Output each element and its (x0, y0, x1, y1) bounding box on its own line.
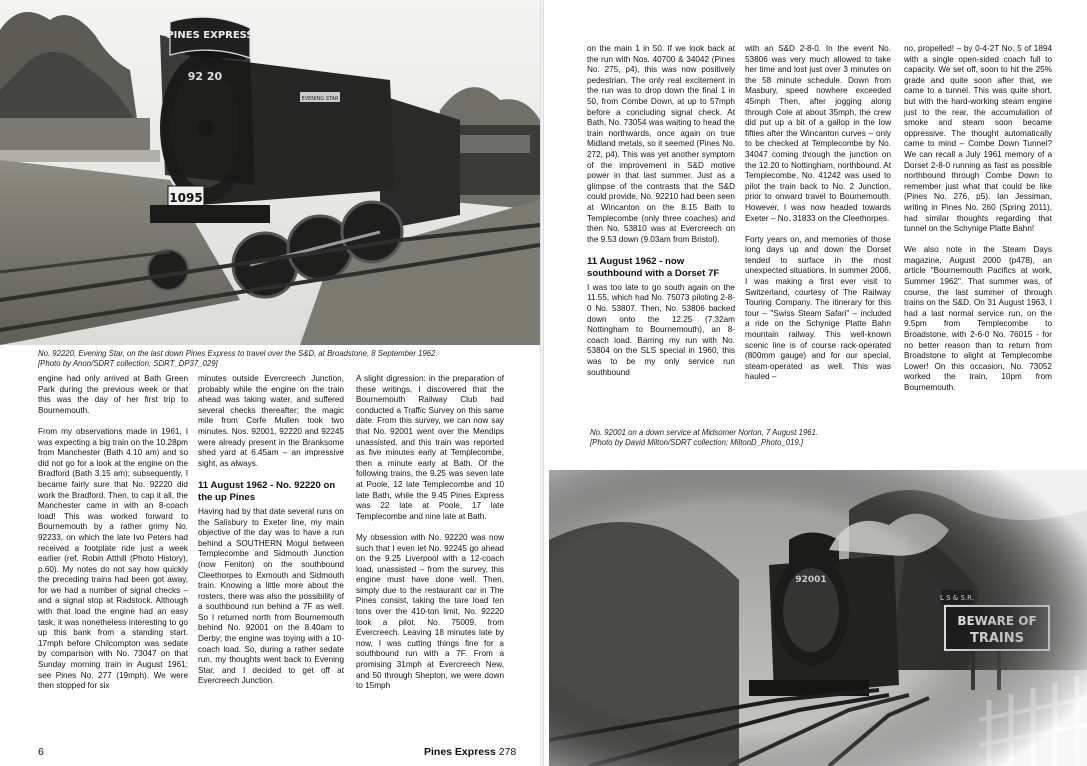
left-caption-line-2: [Photo by Anon/SDRT collection; SDRT_DP37_029] (38, 359, 218, 368)
left-page (0, 0, 540, 766)
col3-paragraph-1: A slight digression: in the preparation of these writings, I discovered that the Bournemouth Railway Club had conducted a Traffic Survey on this same date. From this survey, we can now say that No. 92001 went over the Mendips unassisted, and this train was reported as five minutes early at Templecombe, then a minute early at Bath. Of the following trains, the 9.25 was seven late at Poole, 12 late Templecombe and 10 late Bath, while the 9.45 Pines Express was 22 late at Poole, 17 late Templecombe and nine late at Bath. (356, 374, 504, 521)
left-footer-title: Pines Express (424, 746, 496, 758)
left-photo-caption (38, 349, 538, 369)
left-footer-issue: 278 (498, 746, 517, 758)
photo-92001-midsomer-norton (549, 470, 1087, 766)
left-column-3 (356, 374, 504, 692)
headboard-text: PINES EXPRESS (166, 30, 254, 41)
col4-paragraph-1: on the main 1 in 50. If we look back at the run with Nos. 40700 & 34042 (Pines No. 275, p4), this was now positively pedestrian. The only real excitement in the run was to drop down the final 1 in 50, from Combe Down, at up to 57mph before a concluding signal check. At Bath, No. 73054 was waiting to head the train northwards, once again on true Midland metals, so it seemed (Pines No. 272, p4). This was yet another symptom of the improvement in S&D motive power in that last summer. Just as a glimpse of the contrasts that the S&D could provide, No. 92210 had been seen at Wincanton on the 8.15 Bath to Templecombe (only three coaches) and then No. 53810 was at Evercreech on the 9.53 down (9.03am from Bristol). (587, 44, 735, 244)
col3-paragraph-2: My obsession with No. 92220 was now such that I even let No. 92245 go ahead on the 9.25 Liverpool with a 12-coach load, unassisted – from the survey, this engine must have done well. Then, simply due to the restaurant car in The Pines consist, taking the tare load ten tons over the 410-ton limit, No. 92220 took a pilot, No. 75009, from Evercreech. Leaving 18 minutes late by now, I was cutting things fine for a southbound run with a 7F. From a promising 31mph at Evercreech New, and 50 through Shepton, we were down to 15mph (356, 532, 504, 691)
left-caption-line-1: No. 92220, Evening Star, on the last down Pines Express to travel over the S&D, at Broadstone, 8 September 1962. (38, 349, 438, 358)
left-page-number: 6 (38, 746, 44, 758)
col2-heading: 11 August 1962 - No. 92220 on the up Pines (198, 479, 336, 503)
nameplate-text: EVENING STAR (301, 96, 339, 102)
right-column-3 (904, 44, 1052, 394)
col6-paragraph-2: We also note in the Steam Days magazine, August 2000 (p478), an article "Bournemouth Pacifics at work, Summer 1962". That summer was, of course, the last summer of through trains on the S&D. On 31 August 1963, I had a last normal service run, on the 9.5pm from Templecombe to Broadstone, with 2-6-0 No. 76015 - for no better reason than to return from Broadstone to alight at Templecombe Lower! On this occasion, No. 73052 worked the train, 10pm from Bournemouth. (904, 245, 1052, 392)
col2-paragraph-1: minutes outside Evercreech Junction, probably while the engine on the train ahead was taking water, and suffered several checks thereafter; the magic mile from Corfe Mullen took two minutes. Nos. 92001, 92220 and 92245 were already present in the Branksome shed yard at 6.45am – an impressive sight, as always. (198, 374, 344, 468)
right-column-1 (587, 44, 735, 378)
col4-heading: 11 August 1962 - now southbound with a Dorset 7F (587, 255, 720, 279)
right-caption-line-1: No. 92001 on a down service at Midsomer Norton, 7 August 1961. (590, 428, 819, 437)
midsomer-norton-illustration (549, 470, 1087, 766)
left-column-2 (198, 374, 344, 687)
right-caption-line-2: [Photo by David Milton/SDRT collection; MiltonD_Photo_019.] (590, 438, 804, 447)
smokebox-number: 92 20 (187, 70, 223, 83)
photo-evening-star-broadstone (0, 0, 540, 345)
right-photo-caption (590, 428, 890, 448)
left-column-1 (38, 374, 188, 692)
right-column-2 (745, 44, 891, 383)
col1-paragraph-1: engine had only arrived at Bath Green Park during the previous week or that this was the day of her first trip to Bournemouth. (38, 374, 188, 415)
col4-paragraph-2: I was too late to go south again on the 11.55, which had No. 75073 piloting 2-8-0 No. 53807. Then, No. 53806 backed down onto the 12.25 (7.32am Nottingham to Bournemouth), an 8-coach load. Barring my run with No. 53804 on the SLS special in 1960, this was to be my only service run southbound (587, 282, 735, 377)
left-running-footer (424, 746, 516, 758)
reporting-number: 1095 (169, 191, 203, 205)
col2-paragraph-2: Having had by that date several runs on the Salisbury to Exeter line, my main objective of the day was to have a run behind a SOUTHERN Mogul between Templecombe and Sidmouth Junction (now Feniton) on the southbound Cleethorpes to Exmouth and Sidmouth train. Knowing a little more about the rosters, there was also the possibility of a southbound run behind a 7F as well. So I returned north from Bournemouth behind No. 92001 on the 8.40am to Derby; the engine was toying with a 10-coach load. So, during a rather sedate run, my thoughts went back to Evening Star, and I decided to get off at Evercreech Junction. (198, 506, 344, 686)
col5-paragraph-2: Forty years on, and memories of those long days up and down the Dorset tended to surface in the most unexpected situations. In summer 2006, I was making a first ever visit to Switzerland, courtesy of The Railway Touring Company. The itinerary for this tour – "Swiss Steam Safari" – included a ride on the Schynige Platte Bahn mountain railway. This well-known scenic line is of course rack-operated (800mm gauge) and for our special, steam-operated as well. This was hauled – (745, 234, 891, 382)
evening-star-illustration (0, 0, 540, 345)
col6-paragraph-1: no, propelled! – by 0-4-2T No. 5 of 1894 with a single open-sided coach full to capacity. We set off, soon to hit the 25% grade and quite soon after that, we came to a tunnel. This was quite short, but with the hard-working steam engine just to the rear, the accumulation of smoke and steam soon became oppressive. The thought automatically came to mind – Combe Down Tunnel? We can recall a July 1961 memory of a Dorset 2-8-0 running as fast as possible northbound through Combe Down to remember just what that could be like (Pines No. 276, p5). Ian Jessiman, writing in Pines No. 260 (Spring 2011), had similar thoughts regarding that tunnel on the Schynige Platte Bahn! (904, 44, 1052, 234)
col1-paragraph-2: From my observations made in 1961, I was expecting a big train on the 10.28pm from Manchester (Bath 4.10 am) and so did not go for a look at the engine on the Bradford (Bath 3.15 am); subsequently, I became fairly sure that No. 92220 did work the Bradford. Then, to cap it all, the Manchester came in with an 8-coach load! This was worked forward to Bournemouth by a rather grimy No. 92233, on which the late Ivo Peters had received a footplate ride just a week earlier (ref. Robin Atthill (Photo History), p.60). My notes do not say how quickly the preceding trains had been got away, for we had a number of signal checks – and a signal stop at Radstock. Although with that load the engine had an easy task, it was nonetheless interesting to go up this bank from a standing start. 17mph before Chilcompton was sedate by comparison with No. 73047 on that Sunday morning train in August 1961; see Pines No. 277 (19mph). We were then stopped for six (38, 426, 188, 691)
col5-paragraph-1: with an S&D 2-8-0. In the event No. 53806 was very much allowed to take her time and lost just over 3 minutes on the 58 minute schedule. Down from Masbury, speed nowhere exceeded 45mph Then, after jogging along through Cole at about 35mph, the crew did put up a bit of a gallop in the low fifties after the Wincanton curves – only to be checked at Templecombe by No. 34047 coming through the junction on the 12.20 to Nottingham, northbound. At Templecombe, No. 41242 was used to pilot the train back to No. 2 Junction, prior to onward travel to Bournemouth. However, I was now headed towards Exeter – No. 31833 on the Cleethorpes. (745, 44, 891, 223)
